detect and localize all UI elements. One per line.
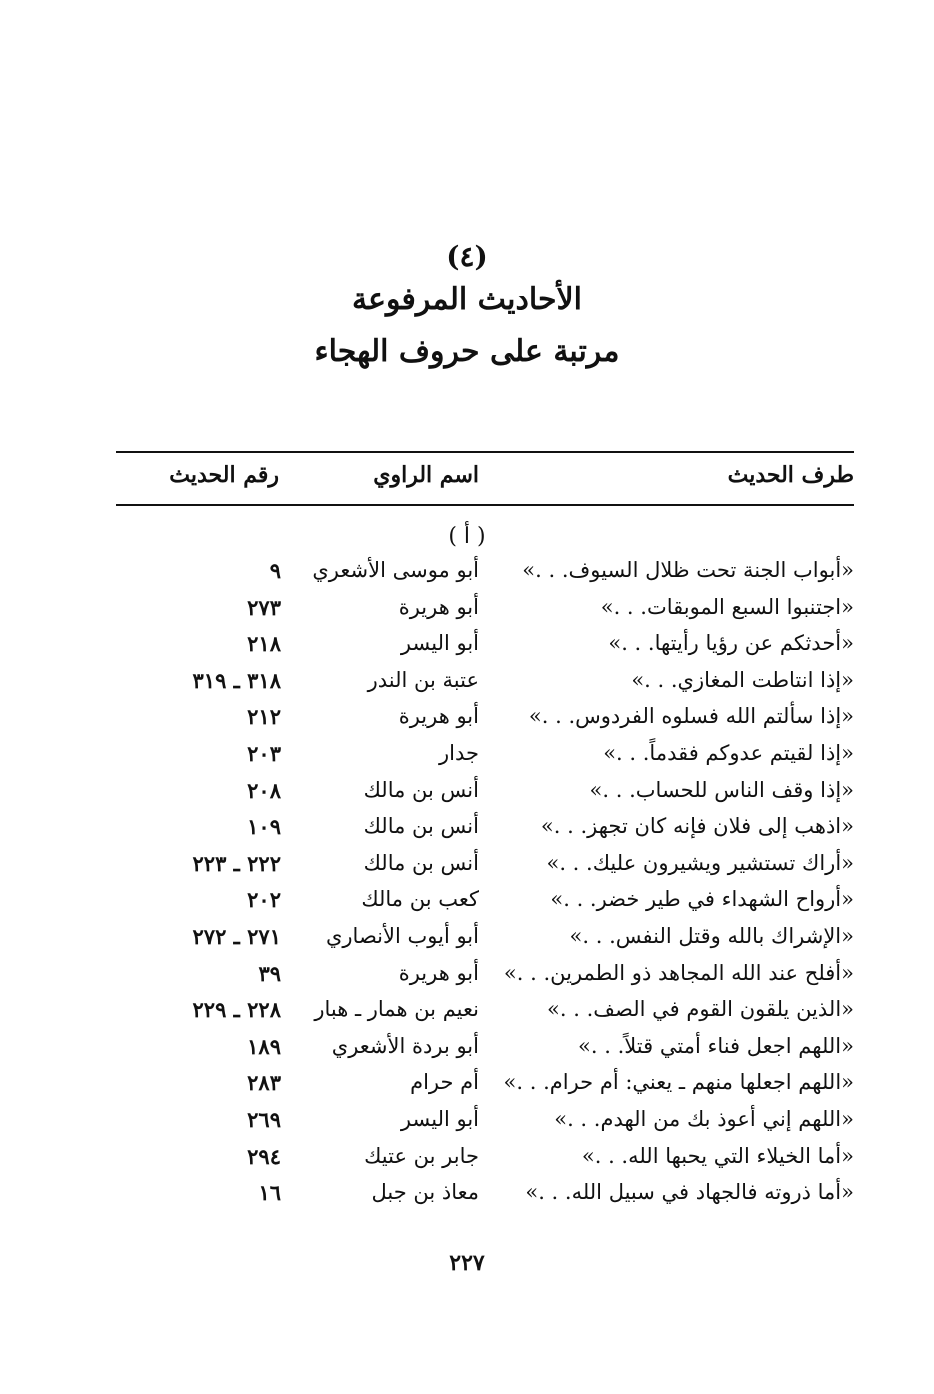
table-header-rule <box>116 504 854 506</box>
header-hadith: طرف الحديث <box>727 462 854 488</box>
narrator-name: كعب بن مالك <box>361 887 479 912</box>
narrator-name: نعيم بن همار ـ هبار <box>314 997 479 1022</box>
hadith-text: «أحدثكم عن رؤيا رأيتها. . .» <box>608 631 854 656</box>
hadith-text: «إذا لقيتم عدوكم فقدماً. . .» <box>603 740 854 765</box>
hadith-text: «الذين يلقون القوم في الصف. . .» <box>547 997 854 1022</box>
hadith-text: «أما الخيلاء التي يحبها الله. . .» <box>581 1143 854 1168</box>
table-row <box>116 741 854 778</box>
narrator-name: أم حرام <box>410 1070 479 1095</box>
hadith-number: ٣١٨ ـ ٣١٩ <box>192 667 281 693</box>
narrator-name: أبو بردة الأشعري <box>331 1033 479 1058</box>
narrator-name: أبو هريرة <box>398 594 479 619</box>
page-number: ٢٢٧ <box>449 1250 485 1276</box>
table-row <box>116 778 854 815</box>
table-row <box>116 1180 854 1217</box>
hadith-number: ٢٠٣ <box>247 740 281 766</box>
narrator-name: أنس بن مالك <box>363 850 479 875</box>
table-row <box>116 1107 854 1144</box>
hadith-text: «اللهم اجعلها منهم ـ يعني: أم حرام. . .» <box>503 1070 854 1095</box>
hadith-number: ٢٢٨ ـ ٢٢٩ <box>192 997 281 1023</box>
hadith-number: ٢٠٨ <box>247 777 281 803</box>
table-row <box>116 668 854 705</box>
table-row <box>116 1070 854 1107</box>
hadith-number: ٢٨٣ <box>247 1070 281 1096</box>
hadith-table-body <box>116 558 854 1217</box>
hadith-text: «إذا انتاطت المغازي. . .» <box>631 667 854 692</box>
hadith-number: ٢١٢ <box>247 704 281 730</box>
narrator-name: أبو هريرة <box>398 704 479 729</box>
narrator-name: أبو أيوب الأنصاري <box>325 923 479 948</box>
table-row <box>116 887 854 924</box>
table-row <box>116 851 854 888</box>
hadith-number: ١٨٩ <box>247 1033 281 1059</box>
narrator-name: أبو موسى الأشعري <box>312 558 479 582</box>
hadith-number: ٢٩٤ <box>247 1143 281 1169</box>
hadith-number: ٣٩ <box>258 960 281 986</box>
hadith-number: ٩ <box>269 558 281 583</box>
letter-heading: ( أ ) <box>448 524 486 549</box>
table-row <box>116 961 854 998</box>
narrator-name: عتبة بن الندر <box>367 667 479 692</box>
table-row <box>116 924 854 961</box>
hadith-text: «اللهم اجعل فناء أمتي قتلاً. . .» <box>578 1033 854 1058</box>
hadith-text: «أفلح عند الله المجاهد ذو الطمرين. . .» <box>503 960 854 985</box>
hadith-number: ٢١٨ <box>247 631 281 657</box>
table-row <box>116 631 854 668</box>
table-row <box>116 1144 854 1181</box>
hadith-text: «أراك تستشير ويشيرون عليك. . .» <box>546 850 854 875</box>
hadith-number: ١٦ <box>258 1180 281 1206</box>
table-row <box>116 997 854 1034</box>
hadith-number: ٢٧١ ـ ٢٧٢ <box>192 923 281 949</box>
hadith-text: «أما ذروته فالجهاد في سبيل الله. . .» <box>525 1180 854 1205</box>
hadith-text: «اذهب إلى فلان فإنه كان تجهز. . .» <box>540 814 854 839</box>
hadith-number: ٢٦٩ <box>247 1106 281 1132</box>
narrator-name: أبو اليسر <box>400 631 479 656</box>
hadith-number: ٢٠٢ <box>247 887 281 913</box>
section-number: (٤) <box>446 240 488 273</box>
table-row <box>116 558 854 595</box>
narrator-name: جابر بن عتيك <box>364 1143 479 1168</box>
hadith-number: ٢٢٢ ـ ٢٢٣ <box>192 850 281 876</box>
header-narrator: اسم الراوي <box>373 462 479 488</box>
hadith-text: «إذا سألتم الله فسلوه الفردوس. . .» <box>528 704 854 729</box>
hadith-text: «إذا وقف الناس للحساب. . .» <box>589 777 854 802</box>
table-row <box>116 1034 854 1071</box>
header-hadith-number: رقم الحديث <box>169 462 279 488</box>
hadith-number: ٢٧٣ <box>247 594 281 620</box>
narrator-name: جدار <box>439 740 479 765</box>
narrator-name: أنس بن مالك <box>363 777 479 802</box>
hadith-text: «أبواب الجنة تحت ظلال السيوف. . .» <box>522 558 854 582</box>
table-row <box>116 595 854 632</box>
hadith-text: «اجتنبوا السبع الموبقات. . .» <box>600 594 854 619</box>
hadith-text: «الإشراك بالله وقتل النفس. . .» <box>569 923 854 948</box>
narrator-name: أبو هريرة <box>398 960 479 985</box>
hadith-text: «اللهم إني أعوذ بك من الهدم. . .» <box>554 1106 854 1131</box>
table-header-row <box>116 462 854 498</box>
hadith-number: ١٠٩ <box>247 814 281 840</box>
hadith-text: «أرواح الشهداء في طير خضر. . .» <box>550 887 854 912</box>
section-subtitle: مرتبة على حروف الهجاء <box>314 334 620 369</box>
narrator-name: أبو اليسر <box>400 1106 479 1131</box>
narrator-name: أنس بن مالك <box>363 814 479 839</box>
narrator-name: معاذ بن جبل <box>371 1180 479 1205</box>
table-top-rule <box>116 451 854 453</box>
section-title: الأحاديث المرفوعة <box>352 282 582 317</box>
table-row <box>116 814 854 851</box>
table-row <box>116 704 854 741</box>
